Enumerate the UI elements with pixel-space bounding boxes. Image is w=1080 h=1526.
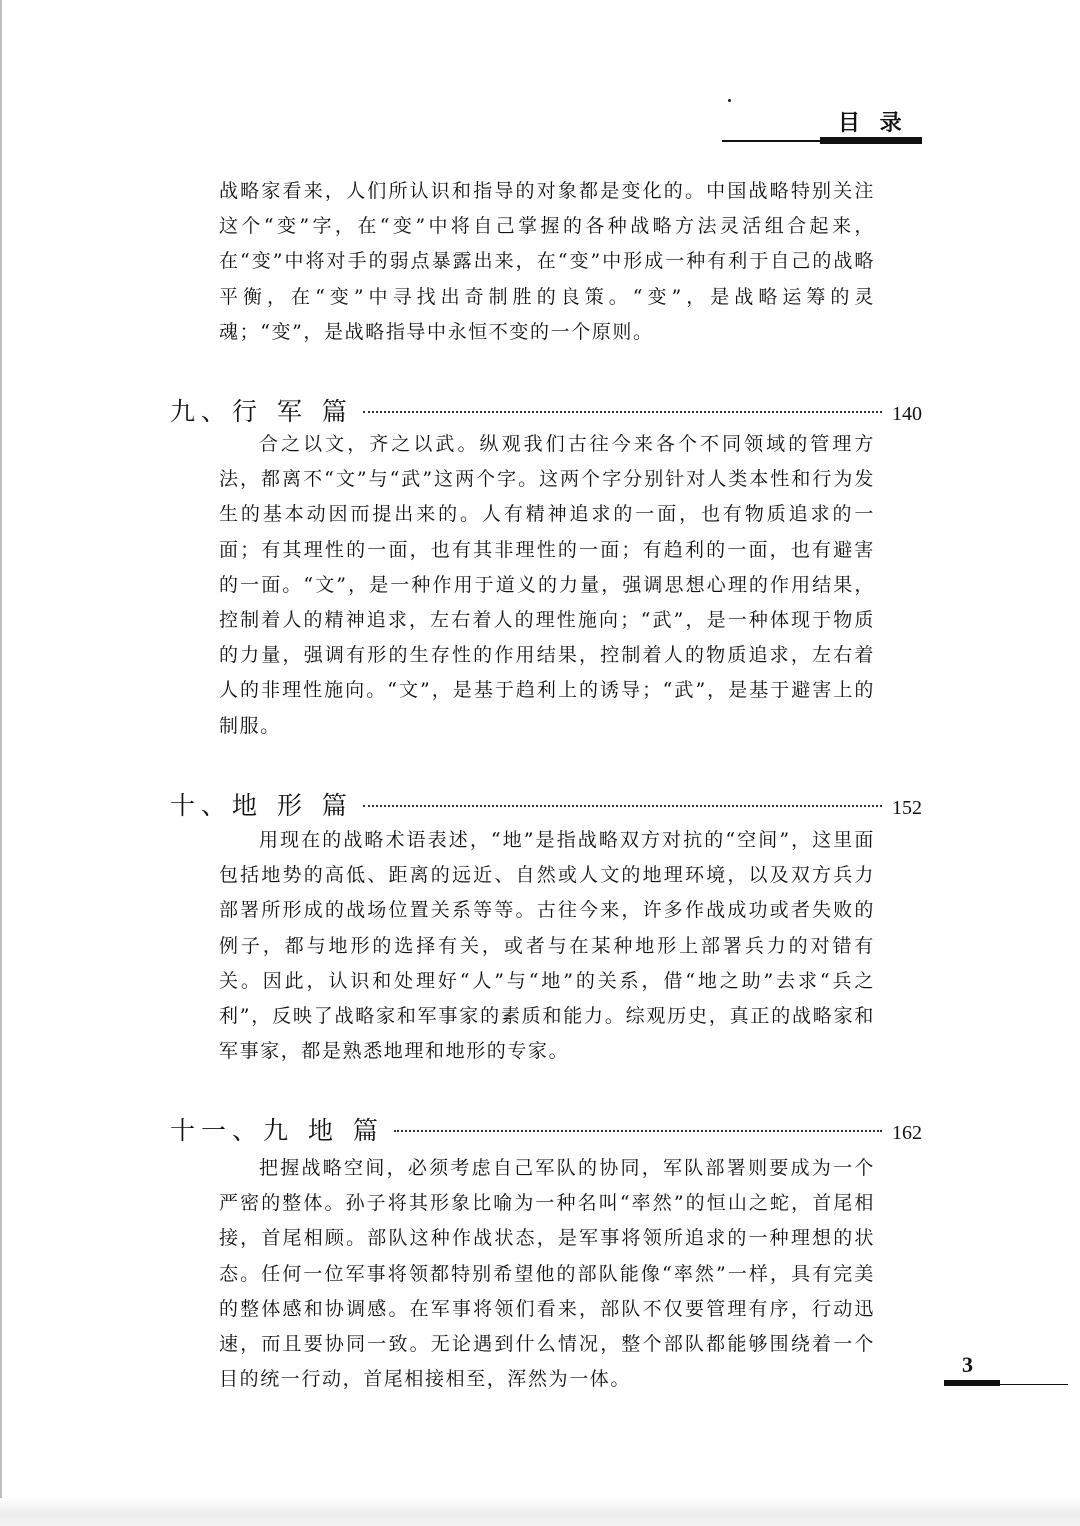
page-number: 3 [962, 1352, 973, 1377]
toc-entry-title: 九、行 军 篇 [170, 397, 353, 426]
toc-page-number: 140 [892, 403, 922, 425]
toc-page-number: 152 [892, 797, 922, 819]
header-rule-accent [820, 137, 922, 144]
toc-entry-title: 十、地 形 篇 [170, 791, 353, 820]
folio-rule [944, 1384, 1068, 1385]
toc-dot-leader [363, 805, 882, 807]
toc-entry-title: 十一、九 地 篇 [170, 1116, 384, 1145]
chapter-summary: 合之以文，齐之以武。纵观我们古往今来各个不同领域的管理方法，都离不“文”与“武”这两个字。这两个字分别针对人类本性和行为发生的基本动因而提出来的。人有精神追求的一面，也有物质追求的一面；有其理性的一面，也有其非理性的一面；有趋利的一面，也有避害的一面。“文”，是一种作用于道义的力量，强调思想心理的作用结果，控制着人的精神追求，左右着人的理性施向；“武”，是一种体现于物质的力量，强调有形的生存性的作用结果，控制着人的物质追求，左右着人的非理性施向。“文”，是基于趋利上的诱导；“武”，是基于避害上的制服。 [219, 433, 875, 737]
chapter-summary: 把握战略空间，必须考虑自己军队的协同，军队部署则要成为一个严密的整体。孙子将其形象比喻为一种名叫“率然”的恒山之蛇，首尾相接，首尾相顾。部队这种作战状态，是军事将领所追求的一种理想的状态。任何一位军事将领都特别希望他的部队能像“率然”一样，具有完美的整体感和协调感。在军事将领们看来，部队不仅要管理有序，行动迅速，而且要协同一致。无论遇到什么情况，整个部队都能够围绕着一个目的统一行动，首尾相接相至，浑然为一体。 [219, 1157, 875, 1391]
toc-entry-chapter-11[interactable] [170, 1111, 922, 1145]
folio-rule-accent [944, 1380, 1000, 1386]
page-edge [0, 0, 2, 1526]
toc-dot-leader [363, 411, 882, 413]
toc-page-number: 162 [892, 1122, 922, 1144]
intro-paragraph: 战略家看来，人们所认识和指导的对象都是变化的。中国战略特别关注这个“变”字，在“变”中将自己掌握的各种战略方法灵活组合起来，在“变”中将对手的弱点暴露出来，在“变”中形成一种有利于自己的战略平衡，在“变”中寻找出奇制胜的良策。“变”，是战略运筹的灵魂；“变”，是战略指导中永恒不变的一个原则。 [219, 180, 875, 343]
running-header-title: 目 录 [838, 110, 908, 136]
chapter-summary: 用现在的战略术语表述，“地”是指战略双方对抗的“空间”，这里面包括地势的高低、距离的远近、自然或人文的地理环境，以及双方兵力部署所形成的战场位置关系等等。古往今来，许多作战成功或者失败的例子，都与地形的选择有关，或者与在某种地形上部署兵力的对错有关。因此，认识和处理好“人”与“地”的关系，借“地之助”去求“兵之利”，反映了战略家和军事家的素质和能力。综观历史，真正的战略家和军事家，都是熟悉地理和地形的专家。 [219, 829, 875, 1063]
scan-speck [728, 99, 731, 102]
toc-dot-leader [394, 1130, 882, 1132]
toc-entry-chapter-9[interactable] [170, 392, 922, 426]
page-bottom-edge [0, 1498, 1080, 1526]
toc-entry-chapter-10[interactable] [170, 786, 922, 820]
